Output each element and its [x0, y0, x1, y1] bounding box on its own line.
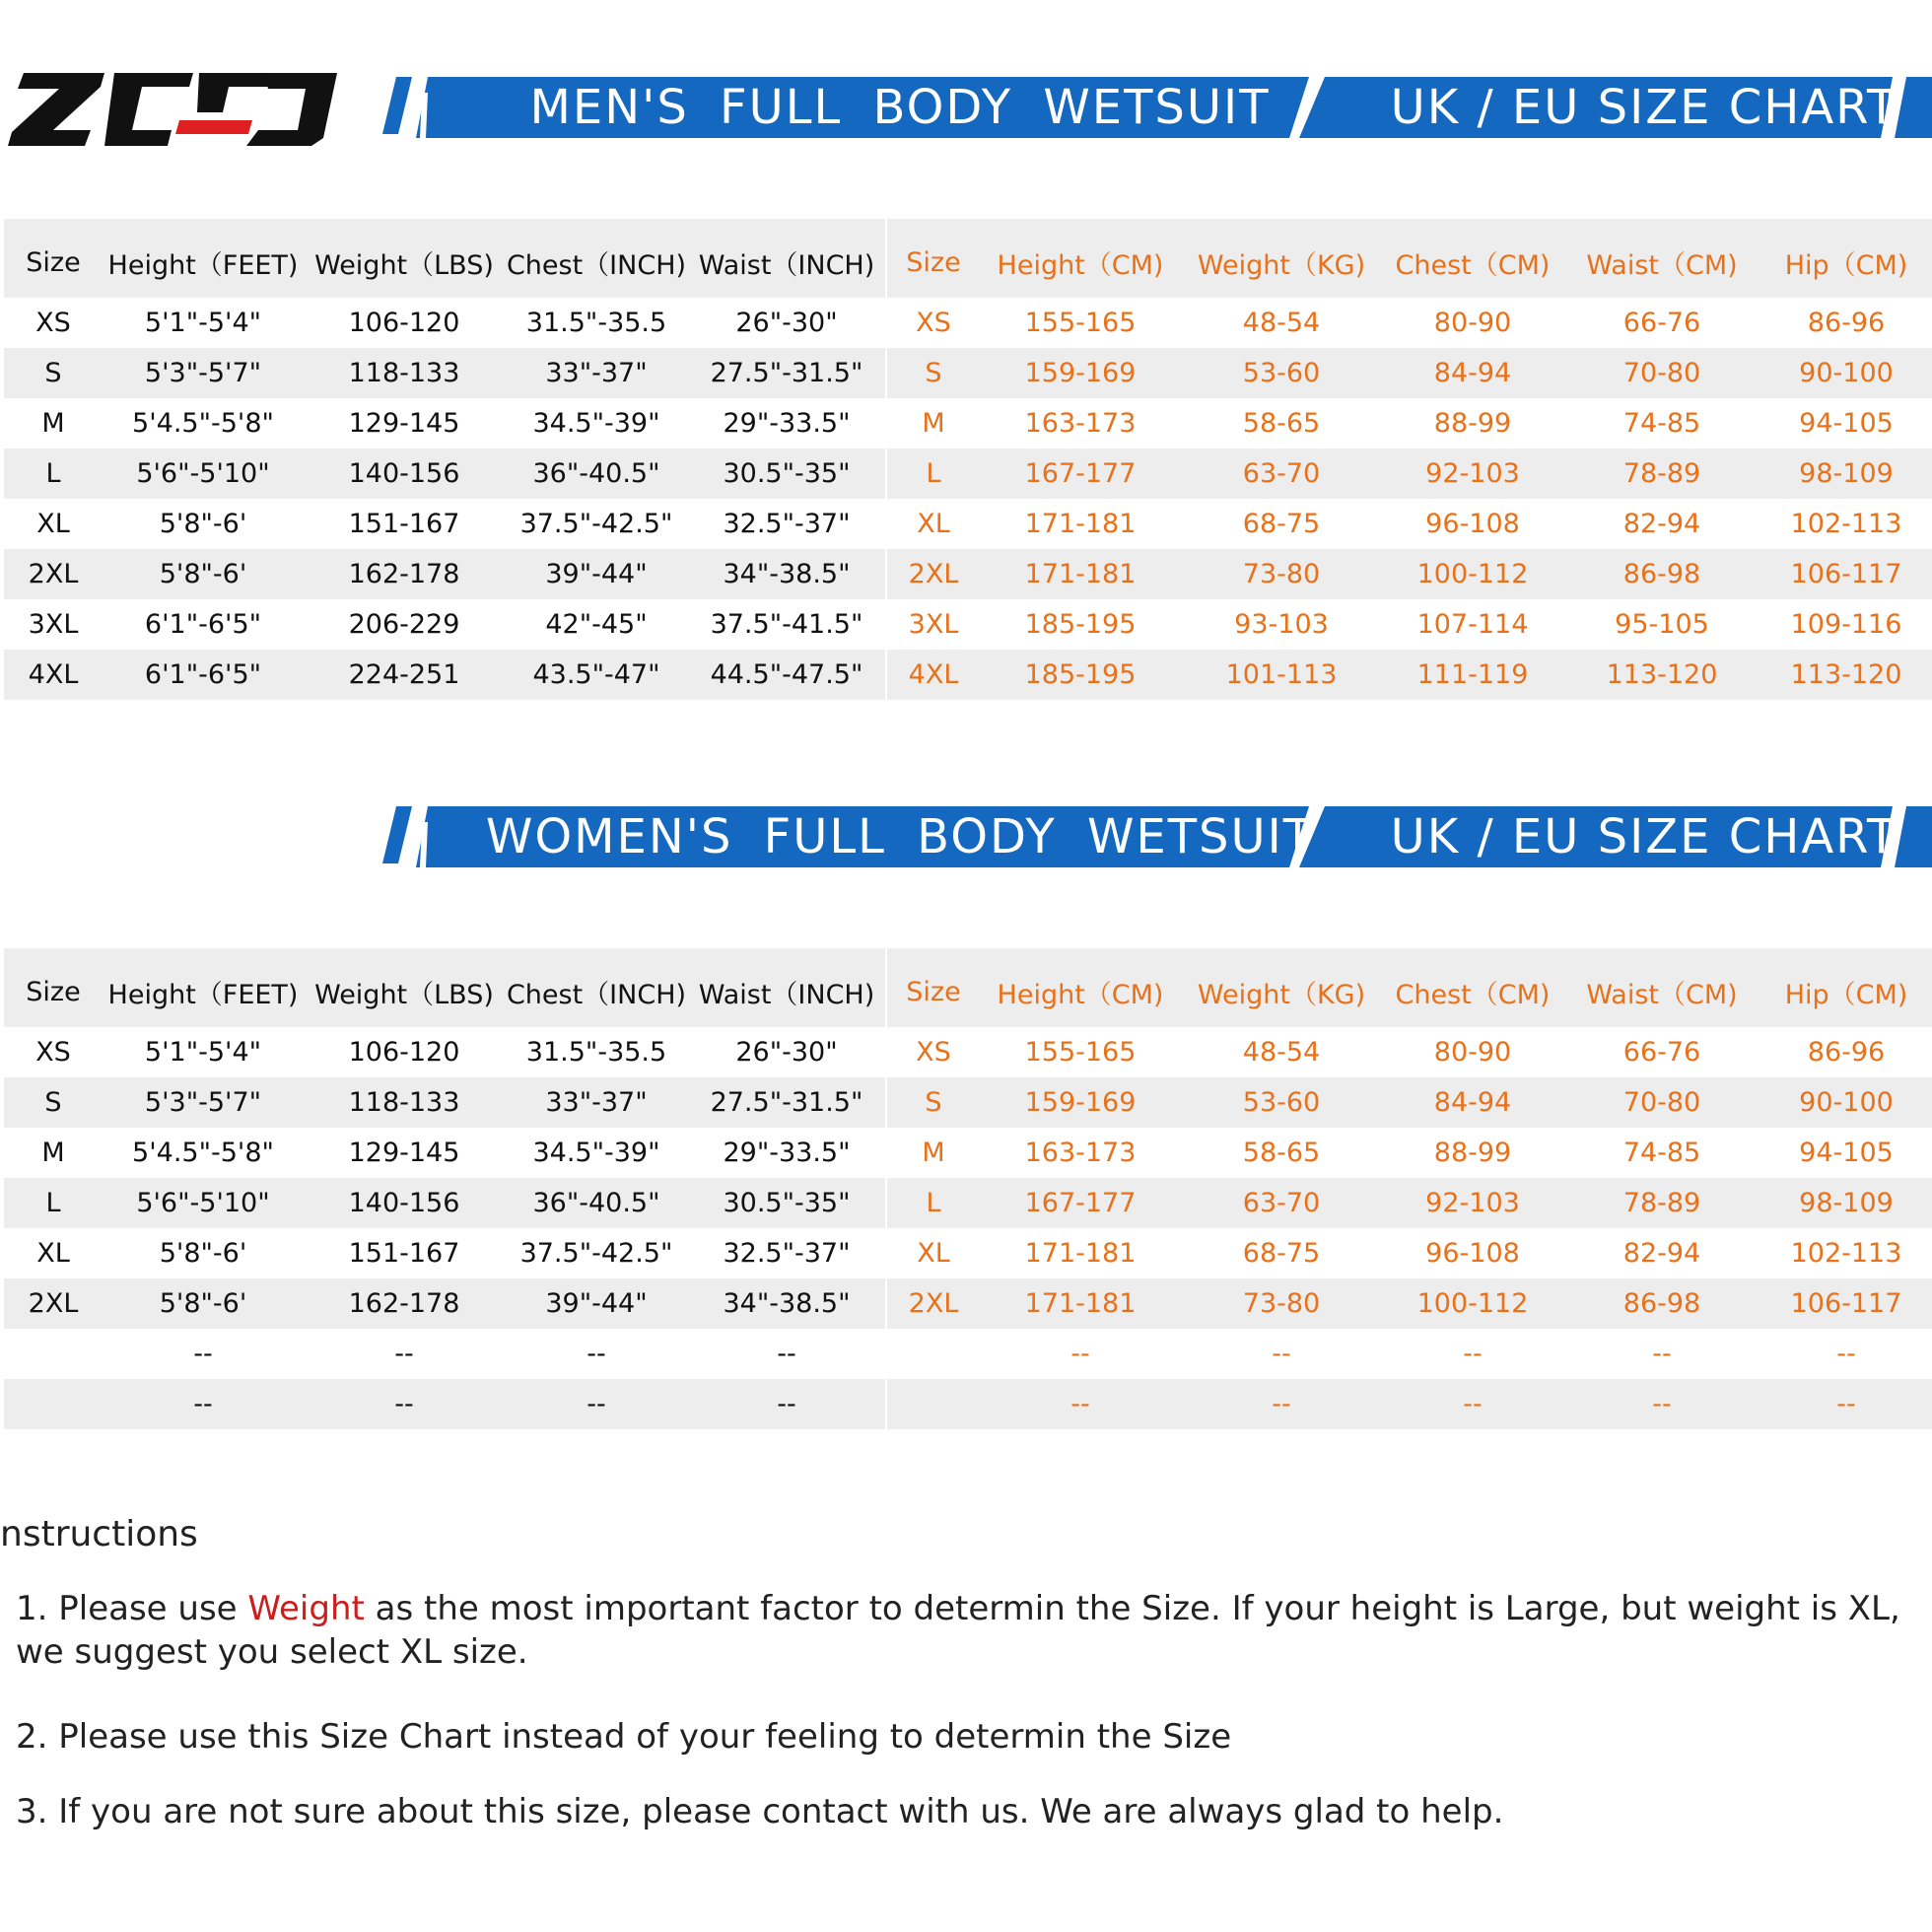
women-us-table-cell: XS — [35, 1037, 71, 1068]
men-eu-table-cell: 100-112 — [1382, 549, 1563, 599]
women-eu-table-cell: 80-90 — [1433, 1037, 1512, 1068]
women-us-table-cell: 37.5"-42.5" — [519, 1238, 673, 1269]
men-eu-table-cell: 2XL — [887, 549, 980, 599]
men-us-table-cell: 162-178 — [304, 549, 505, 599]
men-eu-table-cell: 70-80 — [1563, 348, 1760, 398]
women-us-table-cell: L — [4, 1178, 103, 1228]
men-us-table-row — [4, 499, 885, 549]
men-us-column-header: Waist（INCH) — [688, 219, 885, 298]
women-us-table-cell — [4, 1329, 103, 1379]
men-eu-table-cell: 109-116 — [1790, 609, 1902, 640]
men-eu-table-cell: 159-169 — [980, 348, 1181, 398]
women-us-table-cell: M — [41, 1138, 65, 1168]
women-us-table-cell: 33"-37" — [505, 1077, 688, 1128]
women-us-table-cell: 32.5"-37" — [723, 1238, 851, 1269]
women-eu-table-cell: 86-98 — [1563, 1278, 1760, 1329]
women-us-table-row — [4, 1379, 885, 1429]
men-eu-table-cell: S — [887, 348, 980, 398]
women-eu-table-cell: -- — [1760, 1379, 1932, 1429]
women-eu-table-row — [887, 1178, 1932, 1228]
women-eu-column-header: Hip（CM) — [1760, 948, 1932, 1027]
women-us-table-cell: 27.5"-31.5" — [688, 1077, 885, 1128]
women-us-header-row — [4, 948, 885, 1027]
women-us-table-cell: -- — [103, 1379, 304, 1429]
men-us-table-cell: 6'1"-6'5" — [144, 609, 262, 640]
women-eu-table-cell: S — [887, 1077, 980, 1128]
men-eu-table-cell: 58-65 — [1242, 408, 1321, 439]
women-eu-table-row — [887, 1379, 1932, 1429]
women-eu-table-cell: 88-99 — [1433, 1138, 1512, 1168]
men-eu-table-cell: 93-103 — [1234, 609, 1329, 640]
men-eu-column-header: Height（CM) — [980, 219, 1181, 298]
women-eu-table-cell: 74-85 — [1622, 1138, 1701, 1168]
men-us-table-cell: 5'6"-5'10" — [103, 448, 304, 499]
men-eu-table-cell: 113-120 — [1760, 650, 1932, 700]
men-eu-table-cell: 84-94 — [1382, 348, 1563, 398]
men-eu-table-row — [887, 499, 1932, 549]
men-us-table-row — [4, 549, 885, 599]
men-eu-table-cell: 185-195 — [1024, 609, 1137, 640]
men-us-table-row — [4, 599, 885, 650]
women-eu-table-cell: 68-75 — [1242, 1238, 1321, 1269]
women-eu-table-cell: 90-100 — [1760, 1077, 1932, 1128]
women-eu-table-cell: 155-165 — [1024, 1037, 1137, 1068]
men-us-table-cell: 224-251 — [304, 650, 505, 700]
men-eu-table-row — [887, 650, 1932, 700]
women-eu-table-row — [887, 1027, 1932, 1077]
men-us-column-header: Chest（INCH) — [505, 219, 688, 298]
men-eu-table-row — [887, 348, 1932, 398]
women-us-column-header: Size — [4, 948, 103, 1027]
men-us-table-cell: 5'4.5"-5'8" — [132, 408, 274, 439]
men-eu-table-cell: 53-60 — [1181, 348, 1382, 398]
men-us-table-cell: XS — [35, 308, 71, 338]
men-eu-table-row — [887, 549, 1932, 599]
men-us-table-cell: 106-120 — [348, 308, 460, 338]
women-us-table-cell: 5'8"-6' — [103, 1278, 304, 1329]
men-eu-table-cell: 111-119 — [1382, 650, 1563, 700]
men-us-table-cell: 39"-44" — [505, 549, 688, 599]
men-eu-table-cell: 4XL — [887, 650, 980, 700]
instruction-item-2: 2. Please use this Size Chart instead of your feeling to determin the Size — [16, 1717, 1232, 1757]
women-eu-table-cell: 86-96 — [1807, 1037, 1886, 1068]
men-us-table-cell: 2XL — [4, 549, 103, 599]
men-us-column-header: Size — [4, 219, 103, 298]
women-eu-table-cell: 58-65 — [1242, 1138, 1321, 1168]
women-eu-table-cell: 2XL — [887, 1278, 980, 1329]
men-eu-column-header: Chest（CM) — [1382, 219, 1563, 298]
women-us-table-cell: 39"-44" — [505, 1278, 688, 1329]
men-eu-table-cell: XS — [916, 308, 951, 338]
men-eu-table-cell: 86-96 — [1807, 308, 1886, 338]
women-eu-table-row — [887, 1329, 1932, 1379]
men-eu-table-cell: 82-94 — [1622, 509, 1701, 539]
women-eu-table-cell: 48-54 — [1242, 1037, 1321, 1068]
men-eu-table-cell: 96-108 — [1425, 509, 1520, 539]
women-us-table-cell: -- — [586, 1339, 606, 1369]
men-eu-table-cell: 66-76 — [1622, 308, 1701, 338]
men-eu-header-row — [887, 219, 1932, 298]
men-eu-table-cell: 171-181 — [980, 549, 1181, 599]
men-eu-table-cell: 63-70 — [1181, 448, 1382, 499]
women-eu-column-header: Height（CM) — [980, 948, 1181, 1027]
women-us-table-row — [4, 1278, 885, 1329]
women-us-size-table — [4, 948, 885, 1429]
men-us-table-cell: 206-229 — [348, 609, 460, 640]
women-us-table-cell: -- — [304, 1379, 505, 1429]
men-us-table-cell: 37.5"-41.5" — [710, 609, 863, 640]
men-us-table-cell: 6'1"-6'5" — [103, 650, 304, 700]
men-eu-table-cell: 68-75 — [1242, 509, 1321, 539]
men-us-table-cell: 44.5"-47.5" — [688, 650, 885, 700]
men-us-table-row — [4, 448, 885, 499]
women-us-table-row — [4, 1228, 885, 1278]
women-us-table-cell: 34"-38.5" — [688, 1278, 885, 1329]
men-us-size-table — [4, 219, 885, 700]
men-eu-table-row — [887, 599, 1932, 650]
women-eu-table-cell: -- — [1070, 1339, 1090, 1369]
men-us-table-cell: 129-145 — [348, 408, 460, 439]
men-us-table-cell: L — [4, 448, 103, 499]
men-eu-table-row — [887, 298, 1932, 348]
men-eu-table-cell: 48-54 — [1242, 308, 1321, 338]
instructions-title: nstructions — [0, 1514, 198, 1554]
women-eu-table-cell: 171-181 — [980, 1278, 1181, 1329]
men-eu-table-cell: L — [887, 448, 980, 499]
men-us-table-cell: S — [4, 348, 103, 398]
women-us-column-header: Weight（LBS) — [304, 948, 505, 1027]
men-banner-subtitle: UK / EU SIZE CHART — [1390, 80, 1898, 135]
women-eu-table-cell: -- — [1382, 1379, 1563, 1429]
men-us-column-header: Weight（LBS) — [304, 219, 505, 298]
men-us-table-cell: 5'1"-5'4" — [144, 308, 262, 338]
women-us-table-cell: 30.5"-35" — [688, 1178, 885, 1228]
women-eu-table-cell: 159-169 — [980, 1077, 1181, 1128]
women-us-table-row — [4, 1128, 885, 1178]
men-us-table-cell: 32.5"-37" — [723, 509, 851, 539]
men-us-table-cell: 5'8"-6' — [159, 509, 247, 539]
women-us-table-cell: 31.5"-35.5 — [525, 1037, 667, 1068]
women-eu-table-cell: 66-76 — [1622, 1037, 1701, 1068]
women-eu-table-cell: -- — [1652, 1339, 1672, 1369]
women-us-table-cell: 151-167 — [348, 1238, 460, 1269]
women-us-table-cell: S — [4, 1077, 103, 1128]
women-us-table-cell: 34.5"-39" — [532, 1138, 660, 1168]
women-eu-table-cell: -- — [1563, 1379, 1760, 1429]
men-us-table-cell: 151-167 — [348, 509, 460, 539]
men-eu-table-cell: 113-120 — [1563, 650, 1760, 700]
women-eu-table-cell: 73-80 — [1181, 1278, 1382, 1329]
men-us-table-cell: 36"-40.5" — [505, 448, 688, 499]
women-us-table-cell: 5'3"-5'7" — [103, 1077, 304, 1128]
women-us-column-header: Chest（INCH) — [505, 948, 688, 1027]
men-eu-table-cell: 73-80 — [1181, 549, 1382, 599]
men-eu-table-cell: 155-165 — [1024, 308, 1137, 338]
women-eu-table-cell — [887, 1379, 980, 1429]
women-eu-size-table — [887, 948, 1932, 1429]
women-eu-table-cell — [887, 1329, 980, 1379]
women-us-table-cell: 129-145 — [348, 1138, 460, 1168]
men-eu-table-cell: 94-105 — [1799, 408, 1894, 439]
men-us-table-cell: 30.5"-35" — [688, 448, 885, 499]
women-us-table-cell: 29"-33.5" — [723, 1138, 851, 1168]
women-us-table-cell: -- — [505, 1379, 688, 1429]
men-eu-table-cell: 171-181 — [1024, 509, 1137, 539]
men-eu-size-table — [887, 219, 1932, 700]
women-eu-table-cell: -- — [1463, 1339, 1483, 1369]
men-us-table-cell: M — [41, 408, 65, 439]
women-eu-header-row — [887, 948, 1932, 1027]
women-eu-table-cell: 100-112 — [1382, 1278, 1563, 1329]
men-eu-table-cell: 74-85 — [1622, 408, 1701, 439]
women-us-table-cell: XL — [36, 1238, 70, 1269]
women-eu-table-cell: -- — [1836, 1339, 1856, 1369]
men-eu-table-cell: 98-109 — [1760, 448, 1932, 499]
women-eu-table-row — [887, 1128, 1932, 1178]
women-us-table-cell: 36"-40.5" — [505, 1178, 688, 1228]
men-us-table-cell: 42"-45" — [545, 609, 648, 640]
zcco-logo — [6, 69, 337, 150]
men-eu-table-row — [887, 448, 1932, 499]
women-us-column-header: Waist（INCH) — [688, 948, 885, 1027]
men-eu-column-header: Waist（CM) — [1563, 219, 1760, 298]
men-us-table-cell: 33"-37" — [505, 348, 688, 398]
women-eu-table-cell: L — [887, 1178, 980, 1228]
women-us-table-cell: 5'6"-5'10" — [103, 1178, 304, 1228]
men-eu-table-cell: 95-105 — [1615, 609, 1709, 640]
instruction-1-text-b: as the most important factor to determin the Size. If your height is Large, but weight is XL, we suggest you select XL size. — [16, 1589, 1900, 1672]
men-eu-table-cell: 185-195 — [980, 650, 1181, 700]
women-eu-table-row — [887, 1077, 1932, 1128]
women-eu-table-cell: 167-177 — [980, 1178, 1181, 1228]
men-eu-table-cell: 167-177 — [980, 448, 1181, 499]
men-eu-table-cell: 88-99 — [1433, 408, 1512, 439]
women-us-table-cell: -- — [193, 1339, 213, 1369]
women-eu-column-header: Size — [887, 948, 980, 1027]
women-us-table-cell: -- — [688, 1379, 885, 1429]
men-eu-table-cell: 90-100 — [1760, 348, 1932, 398]
women-us-column-header: Height（FEET) — [103, 948, 304, 1027]
instruction-1-text-a: 1. Please use — [16, 1589, 248, 1628]
women-us-table-cell: 162-178 — [304, 1278, 505, 1329]
instruction-item-1 — [16, 1587, 1932, 1674]
women-us-table-cell: 5'8"-6' — [159, 1238, 247, 1269]
men-eu-table-cell: 78-89 — [1563, 448, 1760, 499]
women-us-table-cell: 5'4.5"-5'8" — [132, 1138, 274, 1168]
men-us-table-cell: 29"-33.5" — [723, 408, 851, 439]
women-us-table-cell: -- — [777, 1339, 796, 1369]
women-eu-table-cell: 96-108 — [1425, 1238, 1520, 1269]
women-eu-table-cell: 84-94 — [1382, 1077, 1563, 1128]
logo-text: ZCCO — [6, 69, 9, 70]
men-eu-table-row — [887, 398, 1932, 448]
men-us-table-cell: 140-156 — [304, 448, 505, 499]
women-eu-column-header: Chest（CM) — [1382, 948, 1563, 1027]
men-eu-table-cell: 106-117 — [1760, 549, 1932, 599]
women-eu-table-cell: -- — [980, 1379, 1181, 1429]
men-us-table-cell: 5'8"-6' — [103, 549, 304, 599]
women-eu-table-cell: 63-70 — [1181, 1178, 1382, 1228]
men-eu-table-cell: 86-98 — [1563, 549, 1760, 599]
women-eu-table-cell: M — [922, 1138, 945, 1168]
men-eu-column-header: Hip（CM) — [1760, 219, 1932, 298]
men-us-header-row — [4, 219, 885, 298]
women-us-table-cell: 5'1"-5'4" — [144, 1037, 262, 1068]
men-us-table-cell: 43.5"-47" — [505, 650, 688, 700]
women-eu-column-header: Weight（KG) — [1181, 948, 1382, 1027]
women-banner — [382, 806, 1932, 867]
men-us-table-cell: 26"-30" — [735, 308, 838, 338]
women-us-table-cell: 140-156 — [304, 1178, 505, 1228]
women-eu-table-cell: 78-89 — [1563, 1178, 1760, 1228]
men-us-column-header: Height（FEET) — [103, 219, 304, 298]
men-eu-table-cell: 107-114 — [1416, 609, 1529, 640]
men-eu-table-cell: 80-90 — [1433, 308, 1512, 338]
men-us-table-row — [4, 398, 885, 448]
women-eu-table-cell: XS — [916, 1037, 951, 1068]
women-eu-table-cell: 70-80 — [1563, 1077, 1760, 1128]
men-eu-table-cell: M — [922, 408, 945, 439]
women-eu-table-cell: 94-105 — [1799, 1138, 1894, 1168]
men-eu-table-cell: 3XL — [908, 609, 959, 640]
women-eu-table-cell: -- — [1181, 1379, 1382, 1429]
men-us-table-cell: 37.5"-42.5" — [519, 509, 673, 539]
women-eu-table-row — [887, 1228, 1932, 1278]
men-eu-column-header: Size — [887, 219, 980, 298]
women-us-table-row — [4, 1077, 885, 1128]
women-eu-table-cell: 82-94 — [1622, 1238, 1701, 1269]
men-eu-table-cell: XL — [917, 509, 950, 539]
men-us-table-cell: XL — [36, 509, 70, 539]
women-us-table-row — [4, 1329, 885, 1379]
women-eu-table-cell: 92-103 — [1382, 1178, 1563, 1228]
men-eu-table-cell: 92-103 — [1382, 448, 1563, 499]
men-eu-column-header: Weight（KG) — [1181, 219, 1382, 298]
men-eu-table-cell: 102-113 — [1790, 509, 1902, 539]
men-us-table-cell: 3XL — [28, 609, 79, 640]
women-us-table-cell: 106-120 — [348, 1037, 460, 1068]
women-eu-table-cell: 98-109 — [1760, 1178, 1932, 1228]
women-banner-title: WOMEN'S FULL BODY WETSUIT — [485, 809, 1315, 864]
women-us-table-row — [4, 1027, 885, 1077]
men-eu-table-cell: 163-173 — [1024, 408, 1137, 439]
men-us-table-row — [4, 348, 885, 398]
men-banner — [382, 77, 1932, 138]
women-us-table-cell: 2XL — [4, 1278, 103, 1329]
women-eu-table-cell: XL — [917, 1238, 950, 1269]
women-us-table-cell: 118-133 — [304, 1077, 505, 1128]
men-us-table-cell: 34.5"-39" — [532, 408, 660, 439]
men-us-table-cell: 118-133 — [304, 348, 505, 398]
men-us-table-cell: 27.5"-31.5" — [688, 348, 885, 398]
women-banner-subtitle: UK / EU SIZE CHART — [1390, 809, 1898, 864]
men-us-table-row — [4, 298, 885, 348]
men-eu-table-cell: 101-113 — [1181, 650, 1382, 700]
women-eu-table-cell: 106-117 — [1760, 1278, 1932, 1329]
instruction-1-highlight: Weight — [247, 1589, 365, 1628]
men-us-table-cell: 34"-38.5" — [688, 549, 885, 599]
men-us-table-cell: 5'3"-5'7" — [103, 348, 304, 398]
men-banner-title: MEN'S FULL BODY WETSUIT — [529, 80, 1271, 135]
women-eu-table-cell: 163-173 — [1024, 1138, 1137, 1168]
instruction-item-3: 3. If you are not sure about this size, please contact with us. We are always glad to help. — [16, 1792, 1504, 1831]
women-us-table-cell: 26"-30" — [735, 1037, 838, 1068]
women-eu-column-header: Waist（CM) — [1563, 948, 1760, 1027]
women-us-table-cell: -- — [394, 1339, 414, 1369]
women-eu-table-cell: 171-181 — [1024, 1238, 1137, 1269]
men-us-table-cell: 31.5"-35.5 — [525, 308, 667, 338]
men-us-table-cell: 4XL — [4, 650, 103, 700]
women-eu-table-cell: -- — [1272, 1339, 1291, 1369]
women-eu-table-cell: 102-113 — [1790, 1238, 1902, 1269]
women-eu-table-row — [887, 1278, 1932, 1329]
women-us-table-cell — [4, 1379, 103, 1429]
women-eu-table-cell: 53-60 — [1181, 1077, 1382, 1128]
women-us-table-row — [4, 1178, 885, 1228]
men-us-table-row — [4, 650, 885, 700]
